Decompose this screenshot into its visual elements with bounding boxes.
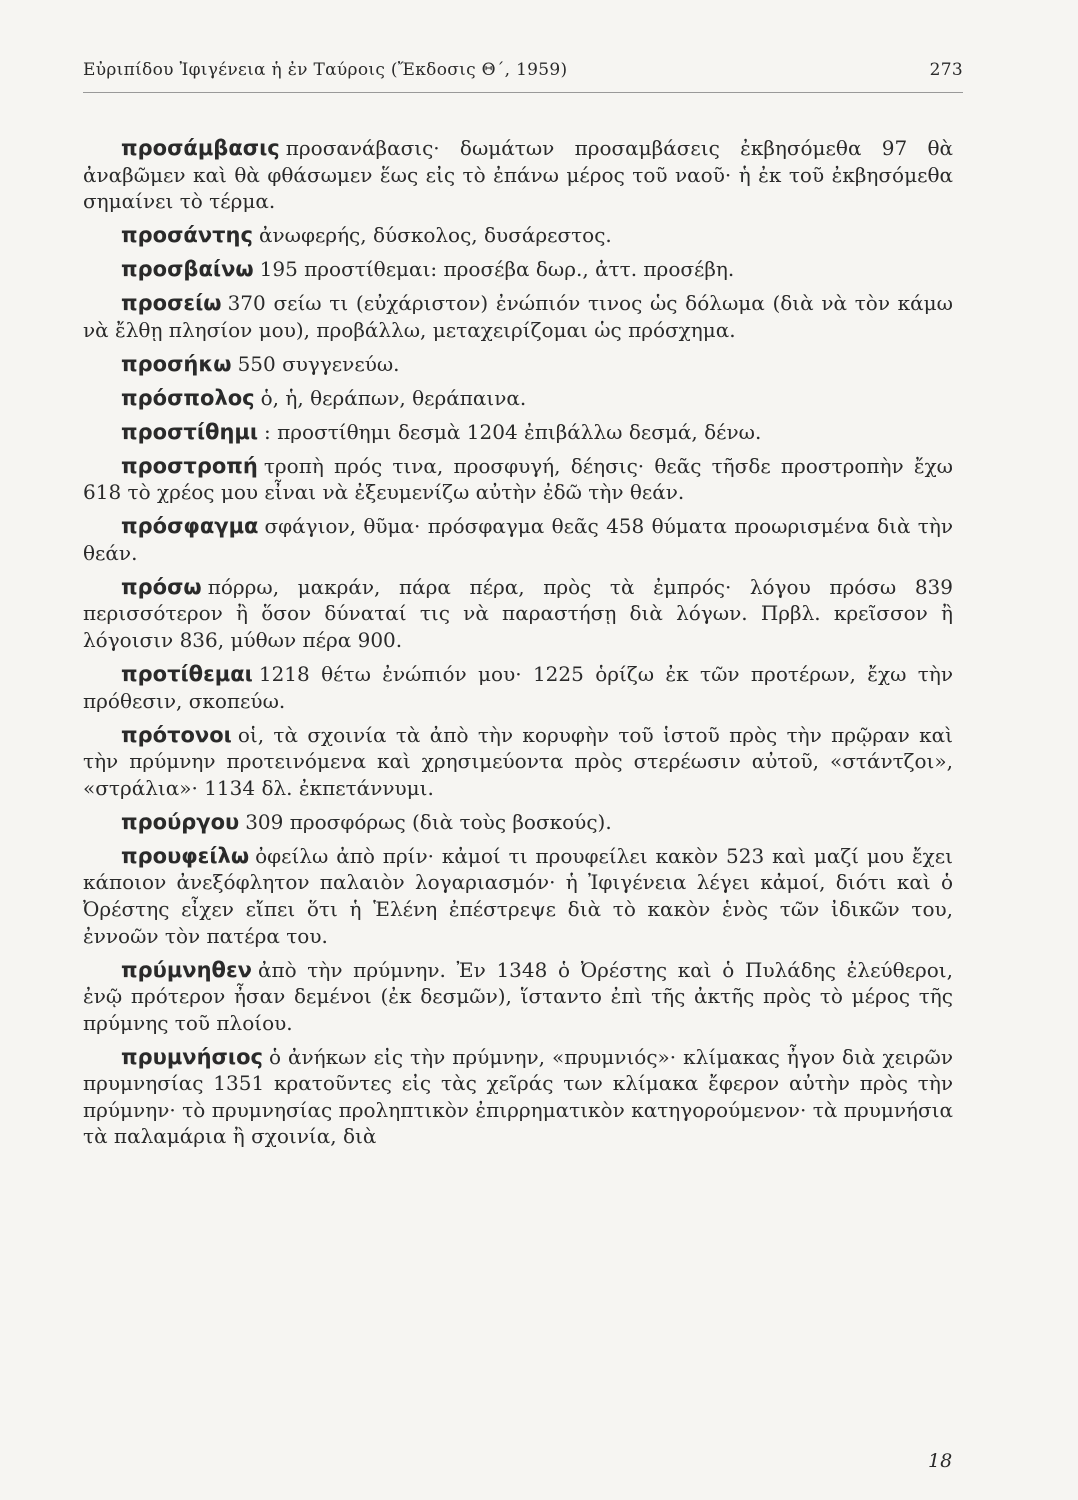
entry-headword: προύργου [121,809,240,834]
glossary-entry [83,290,953,343]
entry-headword: προστροπή [121,453,258,478]
glossary-entry [83,222,953,249]
glossary-body [83,135,953,1157]
entry-headword: πρότονοι [121,722,232,747]
entry-text: 1218 θέτω ἐνώπιόν μου· 1225 ὁρίζω ἐκ τῶν προτέρων, ἔχω τὴν πρόθεσιν, σκοπεύω. [83,662,953,713]
entry-text: πόρρω, μακράν, πάρα πέρα, πρὸς τὰ ἐμπρός· λόγου πρόσω 839 περισσότερον ἢ ὅσον δύναταί τις νὰ παραστήσῃ διὰ λόγων. Πρβλ. κρεῖσσον ἢ λόγοισιν 836, μύθων πέρα 900. [83,574,953,653]
entry-text: ὁ ἀνήκων εἰς τὴν πρύμνην, «πρυμνιός»· κλίμακας ἦγον διὰ χειρῶν πρυμνησίας 1351 κρατοῦντες εἰς τὰς χεῖράς των κλίμακα ἔφερον αὐτὴν πρὸς τὴν πρύμνην· τὸ πρυμνησίας προληπτικὸν ἐπιρρηματικὸν κατηγορούμενον· τὰ πρυμνήσια τὰ παλαμάρια ἢ σχοινία, διὰ [83,1044,953,1149]
entry-text: ὁ, ἡ, θεράπων, θεράπαινα. [260,385,527,410]
entry-headword: προτίθεμαι [121,662,253,686]
entry-headword: πρύμνηθεν [121,957,252,982]
running-header [83,60,963,80]
entry-headword: προστίθημι [121,419,259,444]
header-rule [83,92,963,93]
entry-text: σφάγιον, θῦμα· πρόσφαγμα θεᾶς 458 θύματα προωρισμένα διὰ τὴν θεάν. [83,514,953,565]
entry-text: ἀνωφερής, δύσκολος, δυσάρεστος. [258,223,612,248]
glossary-entry [83,385,953,412]
entry-text: : προστίθημι δεσμὰ 1204 ἐπιβάλλω δεσμά, δένω. [264,419,762,444]
glossary-entry [83,843,953,949]
page-number: 273 [929,60,963,80]
glossary-entry [83,1044,953,1150]
entry-headword: προσβαίνω [121,257,254,282]
glossary-entry [83,135,953,215]
entry-headword: προσήκω [121,351,232,376]
entry-headword: πρόσω [121,574,202,599]
glossary-entry [83,453,953,506]
entry-text: ἀπὸ τὴν πρύμνην. Ἐν 1348 ὁ Ὀρέστης καὶ ὁ Πυλάδης ἐλεύθεροι, ἐνῷ πρότερον ἦσαν δεμένοι (ἐκ δεσμῶν), ἵσταντο ἐπὶ τῆς ἀκτῆς πρὸς τὸ μέρος τῆς πρύμνης τοῦ πλοίου. [83,957,953,1035]
glossary-entry [83,351,953,378]
glossary-entry [83,419,953,446]
glossary-entry [83,957,953,1037]
glossary-entry [83,574,953,654]
entry-headword: πρόσπολος [121,385,255,410]
entry-text: 550 συγγενεύω. [237,351,400,376]
glossary-entry [83,809,953,836]
entry-headword: πρόσφαγμα [121,514,259,539]
glossary-entry [83,722,953,802]
entry-text: προσανάβασις· δωμάτων προσαμβάσεις ἐκβησόμεθα 97 θὰ ἀναβῶμεν καὶ θὰ φθάσωμεν ἕως εἰς τὸ ἐπάνω μέρος τοῦ ναοῦ· ἡ ἐκ τοῦ ἐκβησόμεθα σημαίνει τὸ τέρμα. [83,136,953,214]
entry-text: τροπὴ πρός τινα, προσφυγή, δέησις· θεᾶς τῆσδε προστροπὴν ἔχω 618 τὸ χρέος μου εἶναι νὰ ἐξευμενίζω αὐτὴν ἐδῶ τὴν θεάν. [83,453,953,505]
entry-headword: προσάμβασις [121,136,280,160]
glossary-entry [83,661,953,714]
glossary-entry [83,513,953,566]
running-title: Εὐριπίδου Ἰφιγένεια ἡ ἐν Ταύροις (Ἔκδοσις Θ΄, 1959) [83,60,568,80]
folio-signature: 18 [928,1450,953,1472]
entry-text: 370 σείω τι (εὐχάριστον) ἐνώπιόν τινος ὡς δόλωμα (διὰ νὰ τὸν κάμω νὰ ἔλθῃ πλησίον μου), προβάλλω, μεταχειρίζομαι ὡς πρόσχημα. [83,291,953,342]
glossary-entry [83,256,953,283]
entry-text: οἱ, τὰ σχοινία τὰ ἀπὸ τὴν κορυφὴν τοῦ ἱστοῦ πρὸς τὴν πρῷραν καὶ τὴν πρύμνην προτεινόμενα καὶ χρησιμεύοντα πρὸς στερέωσιν αὐτοῦ, «στάντζοι», «στράλια»· 1134 δλ. ἐκπετάννυμι. [83,722,953,800]
entry-text: ὀφείλω ἀπὸ πρίν· κἀμοί τι προυφείλει κακὸν 523 καὶ μαζί μου ἔχει κάποιον ἀνεξόφλητον παλαιὸν λογαριασμόν· ἡ Ἰφιγένεια λέγει κἀμοί, διότι καὶ ὁ Ὀρέστης εἶχεν εἴπει ὅτι ἡ Ἑλένη ἐπέστρεψε διὰ τὸ κακὸν ἑνὸς τῶν ἰδικῶν του, ἐννοῶν τὸν πατέρα του. [83,843,953,948]
entry-headword: πρυμνήσιος [121,1044,263,1069]
entry-headword: προσάντης [121,223,253,248]
entry-text: 309 προσφόρως (διὰ τοὺς βοσκούς). [245,809,612,834]
entry-text: 195 προστίθεμαι: προσέβα δωρ., ἀττ. προσέβη. [259,257,735,282]
entry-headword: προυφείλω [121,843,250,868]
entry-headword: προσείω [121,291,222,316]
